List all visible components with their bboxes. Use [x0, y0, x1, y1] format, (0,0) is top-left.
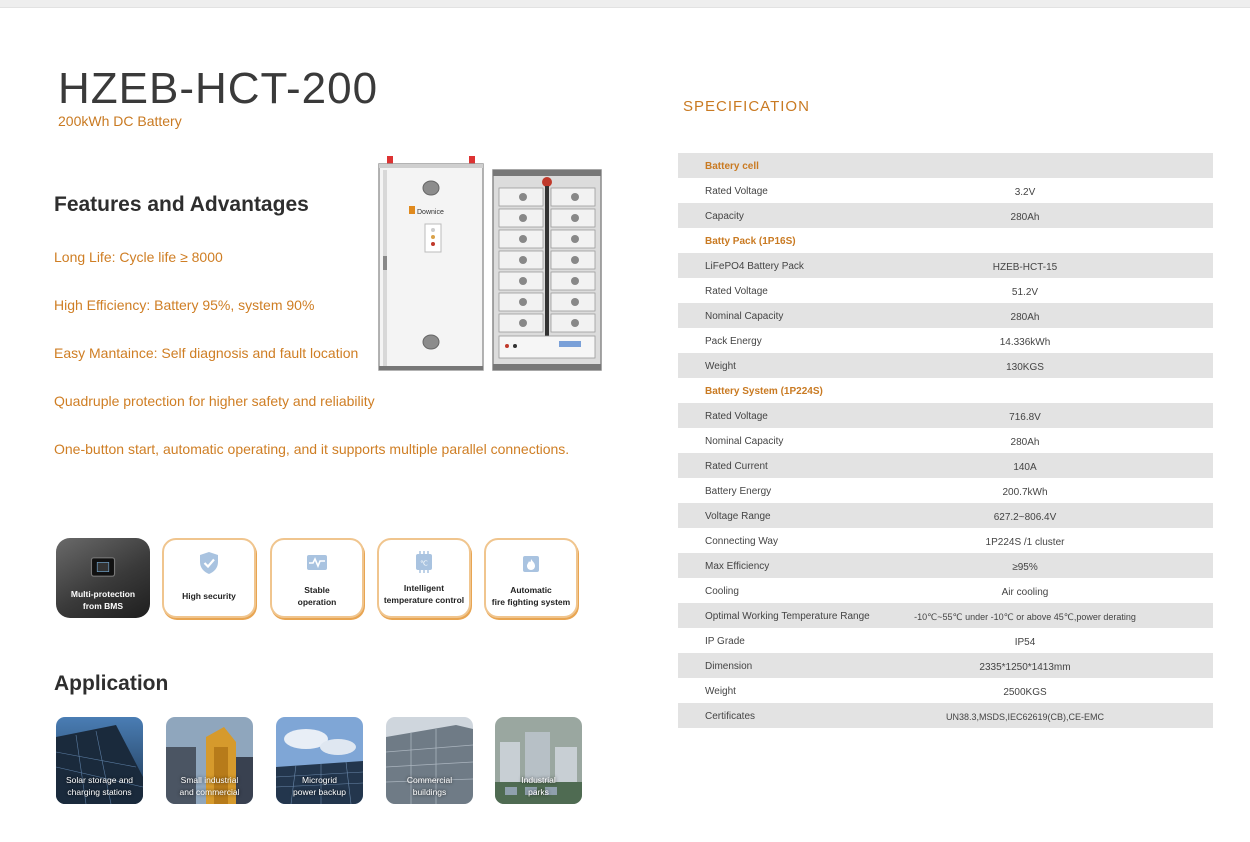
badge-high-security	[162, 538, 256, 618]
spec-value: 280Ah	[1010, 437, 1040, 448]
brand-logo-icon	[409, 206, 415, 214]
spec-label: Rated Voltage	[705, 411, 768, 422]
badge-label: Multi-protection from BMS	[70, 589, 136, 611]
application-heading: Application	[54, 672, 169, 695]
application-commercial-buildings	[386, 717, 473, 804]
spec-value: 280Ah	[1010, 212, 1040, 223]
spec-row	[678, 453, 1213, 478]
brand-name: Downice	[417, 209, 444, 216]
badge-multi-protection	[56, 538, 150, 618]
spec-value: 130KGS	[1006, 362, 1044, 373]
spec-value: Air cooling	[1001, 587, 1049, 598]
spec-label: Weight	[705, 686, 736, 697]
badge-label: Intelligent temperature control	[383, 583, 465, 605]
spec-value: 200.7kWh	[1002, 487, 1048, 498]
top-strip	[0, 0, 1250, 8]
feature-item: High Efficiency: Battery 95%, system 90%	[54, 297, 315, 313]
feature-item: Quadruple protection for higher safety and reliability	[54, 393, 375, 409]
spec-label: LiFePO4 Battery Pack	[705, 261, 804, 272]
feature-item: Long Life: Cycle life ≥ 8000	[54, 249, 223, 265]
battery-cabinet-image	[377, 156, 603, 374]
svg-text:℃: ℃	[420, 560, 428, 568]
spec-section-row	[678, 378, 1213, 403]
spec-section-row	[678, 153, 1213, 178]
spec-label: Rated Voltage	[705, 286, 768, 297]
application-microgrid	[276, 717, 363, 804]
spec-row	[678, 478, 1213, 503]
spec-row	[678, 503, 1213, 528]
spec-row	[678, 278, 1213, 303]
spec-label: Cooling	[705, 586, 739, 597]
spec-row	[678, 578, 1213, 603]
spec-label: Battery Energy	[705, 486, 772, 497]
badge-label: Automatic fire fighting system	[491, 585, 571, 607]
spec-label: Nominal Capacity	[705, 311, 784, 322]
feature-item: Easy Mantaince: Self diagnosis and fault location	[54, 345, 359, 361]
spec-row	[678, 178, 1213, 203]
spec-section-row	[678, 228, 1213, 253]
spec-label: Weight	[705, 361, 736, 372]
spec-row	[678, 653, 1213, 678]
spec-label: Dimension	[705, 661, 753, 672]
spec-row	[678, 328, 1213, 353]
product-model-title: HZEB-HCT-200	[58, 64, 379, 113]
spec-value: 14.336kWh	[999, 337, 1051, 348]
spec-label: Pack Energy	[705, 336, 762, 347]
application-label: Small industrial and commercial	[179, 775, 240, 797]
spec-value: 140A	[1013, 462, 1037, 473]
spec-label: Max Efficiency	[705, 561, 770, 572]
application-label: Microgrid power backup	[293, 775, 346, 797]
thermometer-celsius-icon	[411, 550, 437, 576]
spec-value: 1P224S /1 cluster	[985, 537, 1065, 548]
spec-row	[678, 253, 1213, 278]
spec-value: IP54	[1014, 637, 1036, 648]
application-small-industrial	[166, 717, 253, 804]
spec-label: IP Grade	[705, 636, 745, 647]
application-label: Industrial parks	[521, 775, 556, 797]
spec-row	[678, 528, 1213, 553]
spec-label: Optimal Working Temperature Range	[705, 611, 870, 622]
specification-table	[678, 153, 1213, 728]
spec-label: Nominal Capacity	[705, 436, 784, 447]
spec-value: 716.8V	[1009, 412, 1041, 423]
application-label: Commercial buildings	[406, 775, 453, 797]
features-heading: Features and Advantages	[54, 193, 309, 216]
feature-item: One-button start, automatic operating, and it supports multiple parallel connections.	[54, 441, 570, 457]
spec-row	[678, 703, 1213, 728]
spec-row	[678, 428, 1213, 453]
spec-label: Rated Voltage	[705, 186, 768, 197]
spec-row	[678, 403, 1213, 428]
spec-label: Certificates	[705, 711, 756, 722]
shield-check-icon	[196, 550, 222, 576]
fire-icon	[518, 550, 544, 576]
spec-label: Capacity	[705, 211, 744, 222]
badge-label: Stable operation	[297, 585, 337, 607]
badge-stable-operation	[270, 538, 364, 618]
spec-value: 51.2V	[1011, 287, 1039, 298]
spec-value: 2335*1250*1413mm	[979, 662, 1071, 673]
badge-temperature-control	[377, 538, 471, 618]
spec-value: -10℃~55℃ under -10℃ or above 45℃,power derating	[914, 612, 1136, 622]
spec-value: 2500KGS	[1003, 687, 1047, 698]
spec-value: UN38.3,MSDS,IEC62619(CB),CE-EMC	[945, 712, 1105, 722]
spec-section-label: Battery cell	[705, 161, 759, 172]
spec-label: Connecting Way	[705, 536, 778, 547]
spec-section-label: Battery System (1P224S)	[705, 386, 823, 397]
badge-fire-fighting	[484, 538, 578, 618]
pulse-monitor-icon	[304, 550, 330, 576]
spec-row	[678, 628, 1213, 653]
spec-row	[678, 303, 1213, 328]
application-label: Solar storage and charging stations	[65, 775, 134, 797]
application-industrial-parks	[495, 717, 582, 804]
spec-label: Voltage Range	[705, 511, 771, 522]
spec-row	[678, 353, 1213, 378]
chip-icon	[83, 552, 123, 582]
spec-value: HZEB-HCT-15	[992, 262, 1058, 273]
spec-row	[678, 678, 1213, 703]
spec-row	[678, 203, 1213, 228]
product-subtitle: 200kWh DC Battery	[58, 113, 182, 129]
spec-label: Rated Current	[705, 461, 768, 472]
spec-value: 627.2~806.4V	[993, 512, 1057, 523]
spec-value: 3.2V	[1014, 187, 1036, 198]
application-solar-storage	[56, 717, 143, 804]
spec-section-label: Batty Pack (1P16S)	[705, 236, 796, 247]
specification-heading: SPECIFICATION	[683, 98, 810, 115]
spec-value: 280Ah	[1010, 312, 1040, 323]
spec-value: ≥95%	[1012, 562, 1038, 573]
spec-row	[678, 553, 1213, 578]
badge-label: High security	[182, 591, 236, 601]
spec-row	[678, 603, 1213, 628]
